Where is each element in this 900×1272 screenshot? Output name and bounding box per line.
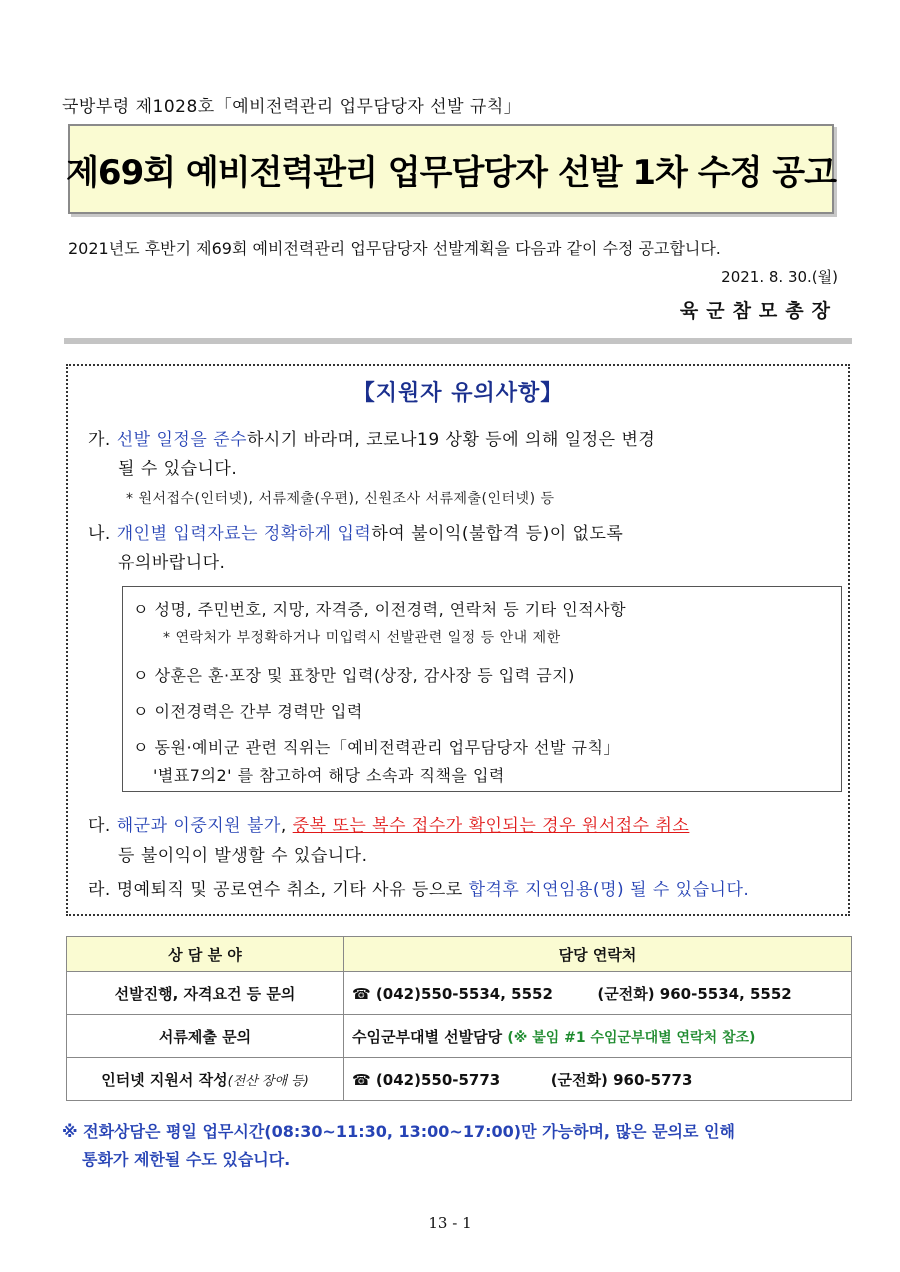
- item-na-marker: 나.: [88, 524, 111, 544]
- item-ra-highlight: 합격후 지연임용(명) 될 수 있습니다.: [468, 880, 750, 900]
- row-contact: [344, 1015, 852, 1058]
- item-ra-text: 명예퇴직 및 공로연수 취소, 기타 사유 등으로: [116, 880, 463, 900]
- footnote-line1: ※ 전화상담은 평일 업무시간(08:30∼11:30, 13:00∼17:00)만 가능하며, 많은 문의로 인해: [62, 1122, 735, 1141]
- row-field: 선발진행, 자격요건 등 문의: [67, 972, 344, 1015]
- row-contact: [344, 972, 852, 1015]
- item-na-text: 하여 불이익(불합격 등)이 없도록: [371, 524, 624, 544]
- input-guide-box: [122, 586, 842, 792]
- regulation-reference: 국방부령 제1028호「예비전력관리 업무담당자 선발 규칙」: [62, 97, 522, 117]
- table-header-row: [67, 937, 852, 972]
- contact-name: 수임군부대별 선발담당: [352, 1027, 503, 1046]
- bullet-career: ㅇ 이전경력은 간부 경력만 입력: [133, 702, 363, 721]
- phone-number: (042)550-5773: [375, 1070, 501, 1089]
- military-phone: (군전화) 960-5773: [550, 1070, 693, 1089]
- table-row: [67, 1058, 852, 1101]
- issuer: 육군참모총장: [679, 300, 838, 322]
- item-da-warning: 중복 또는 복수 접수가 확인되는 경우 원서접수 취소: [292, 816, 690, 836]
- item-ra-marker: 라.: [88, 880, 111, 900]
- item-da-comma: ,: [280, 816, 287, 836]
- page-title: 제69회 예비전력관리 업무담당자 선발 1차 수정 공고: [66, 152, 836, 193]
- item-ga-sub: * 원서접수(인터넷), 서류제출(우편), 신원조사 서류제출(인터넷) 등: [126, 491, 555, 507]
- title-box: [68, 124, 834, 214]
- item-da-marker: 다.: [88, 816, 111, 836]
- contact-table: [66, 936, 852, 1101]
- separator-bar: [64, 338, 852, 344]
- phone-number: (042)550-5534, 5552: [375, 984, 553, 1003]
- contact-note: (※ 붙임 #1 수임군부대별 연락처 참조): [507, 1029, 756, 1046]
- field-note: (전산 장애 등): [227, 1073, 309, 1089]
- footnote-line2: 통화가 제한될 수도 있습니다.: [82, 1150, 291, 1169]
- bullet-awards: ㅇ 상훈은 훈·포장 및 표창만 입력(상장, 감사장 등 입력 금지): [133, 666, 575, 685]
- phone-icon: ☎: [352, 984, 371, 1003]
- row-field: [67, 1058, 344, 1101]
- header-contact: 담당 연락처: [344, 937, 852, 972]
- row-field: 서류제출 문의: [67, 1015, 344, 1058]
- item-ga: [88, 426, 655, 455]
- phone-icon: ☎: [352, 1070, 371, 1089]
- intro-text: 2021년도 후반기 제69회 예비전력관리 업무담당자 선발계획을 다음과 같이 수정 공고합니다.: [68, 239, 721, 258]
- page-number: 13 - 1: [428, 1214, 472, 1232]
- bullet-personal-info-sub: * 연락처가 부정확하거나 미입력시 선발관련 일정 등 안내 제한: [163, 630, 561, 646]
- bullet-personal-info: ㅇ 성명, 주민번호, 지망, 자격증, 이전경력, 연락처 등 기타 인적사항: [133, 600, 627, 619]
- notice-title: 【지원자 유의사항】: [352, 381, 564, 406]
- item-ga-highlight: 선발 일정을 준수: [116, 430, 247, 450]
- item-ga-marker: 가.: [88, 430, 111, 450]
- bullet-position: ㅇ 동원·예비군 관련 직위는「예비전력관리 업무담당자 선발 규칙」: [133, 738, 620, 757]
- item-na-line2: 유의바랍니다.: [118, 553, 226, 573]
- notice-box: [66, 364, 850, 916]
- table-row: [67, 972, 852, 1015]
- military-phone: (군전화) 960-5534, 5552: [597, 984, 792, 1003]
- item-da-line2: 등 불이익이 발생할 수 있습니다.: [118, 846, 368, 866]
- item-ra: [88, 876, 749, 905]
- bullet-position-line2: '별표7의2' 를 참고하여 해당 소속과 직책을 입력: [153, 766, 505, 785]
- footnote: [62, 1118, 735, 1174]
- item-ga-line2: 될 수 있습니다.: [118, 459, 238, 479]
- row-contact: [344, 1058, 852, 1101]
- item-da-highlight: 해군과 이중지원 불가: [116, 816, 281, 836]
- table-row: [67, 1015, 852, 1058]
- item-da: [88, 812, 689, 841]
- field-label: 인터넷 지원서 작성: [101, 1070, 228, 1089]
- announcement-date: 2021. 8. 30.(월): [721, 268, 838, 286]
- header-field: 상 담 분 야: [67, 937, 344, 972]
- item-ga-text: 하시기 바라며, 코로나19 상황 등에 의해 일정은 변경: [247, 430, 656, 450]
- item-na-highlight: 개인별 입력자료는 정확하게 입력: [116, 524, 372, 544]
- item-na: [88, 520, 623, 549]
